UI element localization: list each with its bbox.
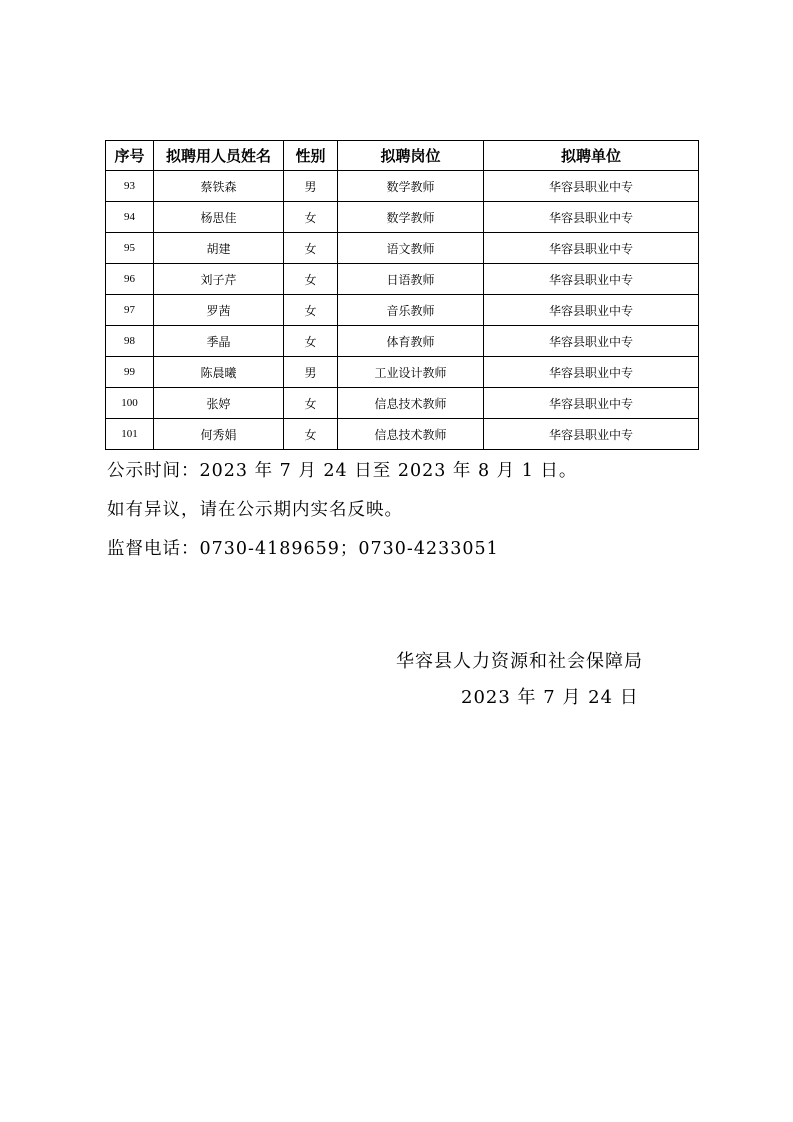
header-serial: 序号 [106,141,154,171]
supervision-hotline: 监督电话：0730-4189659；0730-4233051 [107,539,499,559]
cell-position: 音乐教师 [338,295,484,326]
header-gender: 性别 [284,141,338,171]
cell-gender: 男 [284,171,338,202]
table-row [106,233,699,264]
cell-name: 蔡铁森 [154,171,284,202]
cell-gender: 女 [284,326,338,357]
cell-name: 罗茜 [154,295,284,326]
table-body [106,171,699,450]
table-row [106,388,699,419]
cell-position: 数学教师 [338,171,484,202]
cell-gender: 女 [284,233,338,264]
cell-unit: 华容县职业中专 [484,202,699,233]
cell-serial: 101 [106,419,154,450]
signature-date: 2023 年 7 月 24 日 [461,687,639,708]
cell-name: 何秀娟 [154,419,284,450]
cell-serial: 96 [106,264,154,295]
cell-unit: 华容县职业中专 [484,419,699,450]
cell-gender: 女 [284,264,338,295]
cell-gender: 女 [284,295,338,326]
cell-unit: 华容县职业中专 [484,357,699,388]
cell-position: 数学教师 [338,202,484,233]
cell-unit: 华容县职业中专 [484,171,699,202]
cell-gender: 女 [284,202,338,233]
cell-serial: 95 [106,233,154,264]
cell-position: 语文教师 [338,233,484,264]
publicity-period: 公示时间：2023 年 7 月 24 日至 2023 年 8 月 1 日。 [107,461,578,481]
cell-serial: 100 [106,388,154,419]
cell-serial: 98 [106,326,154,357]
cell-serial: 94 [106,202,154,233]
cell-unit: 华容县职业中专 [484,264,699,295]
cell-unit: 华容县职业中专 [484,388,699,419]
cell-name: 陈晨曦 [154,357,284,388]
cell-gender: 女 [284,419,338,450]
table-row [106,264,699,295]
table-row [106,171,699,202]
signature-org: 华容县人力资源和社会保障局 [396,651,643,672]
cell-serial: 93 [106,171,154,202]
cell-serial: 99 [106,357,154,388]
table-row [106,419,699,450]
table-row [106,357,699,388]
cell-position: 体育教师 [338,326,484,357]
cell-name: 胡建 [154,233,284,264]
cell-position: 信息技术教师 [338,388,484,419]
cell-name: 季晶 [154,326,284,357]
cell-position: 工业设计教师 [338,357,484,388]
cell-position: 信息技术教师 [338,419,484,450]
cell-position: 日语教师 [338,264,484,295]
cell-unit: 华容县职业中专 [484,295,699,326]
cell-unit: 华容县职业中专 [484,326,699,357]
header-position: 拟聘岗位 [338,141,484,171]
cell-name: 刘子芹 [154,264,284,295]
cell-name: 张婷 [154,388,284,419]
cell-gender: 男 [284,357,338,388]
header-unit: 拟聘单位 [484,141,699,171]
table-row [106,295,699,326]
cell-unit: 华容县职业中专 [484,233,699,264]
objection-notice: 如有异议，请在公示期内实名反映。 [107,500,403,520]
header-name: 拟聘用人员姓名 [154,141,284,171]
cell-serial: 97 [106,295,154,326]
hiring-roster-table [105,140,699,450]
table-row [106,202,699,233]
cell-gender: 女 [284,388,338,419]
cell-name: 杨思佳 [154,202,284,233]
table-header-row [106,141,699,171]
table-row [106,326,699,357]
